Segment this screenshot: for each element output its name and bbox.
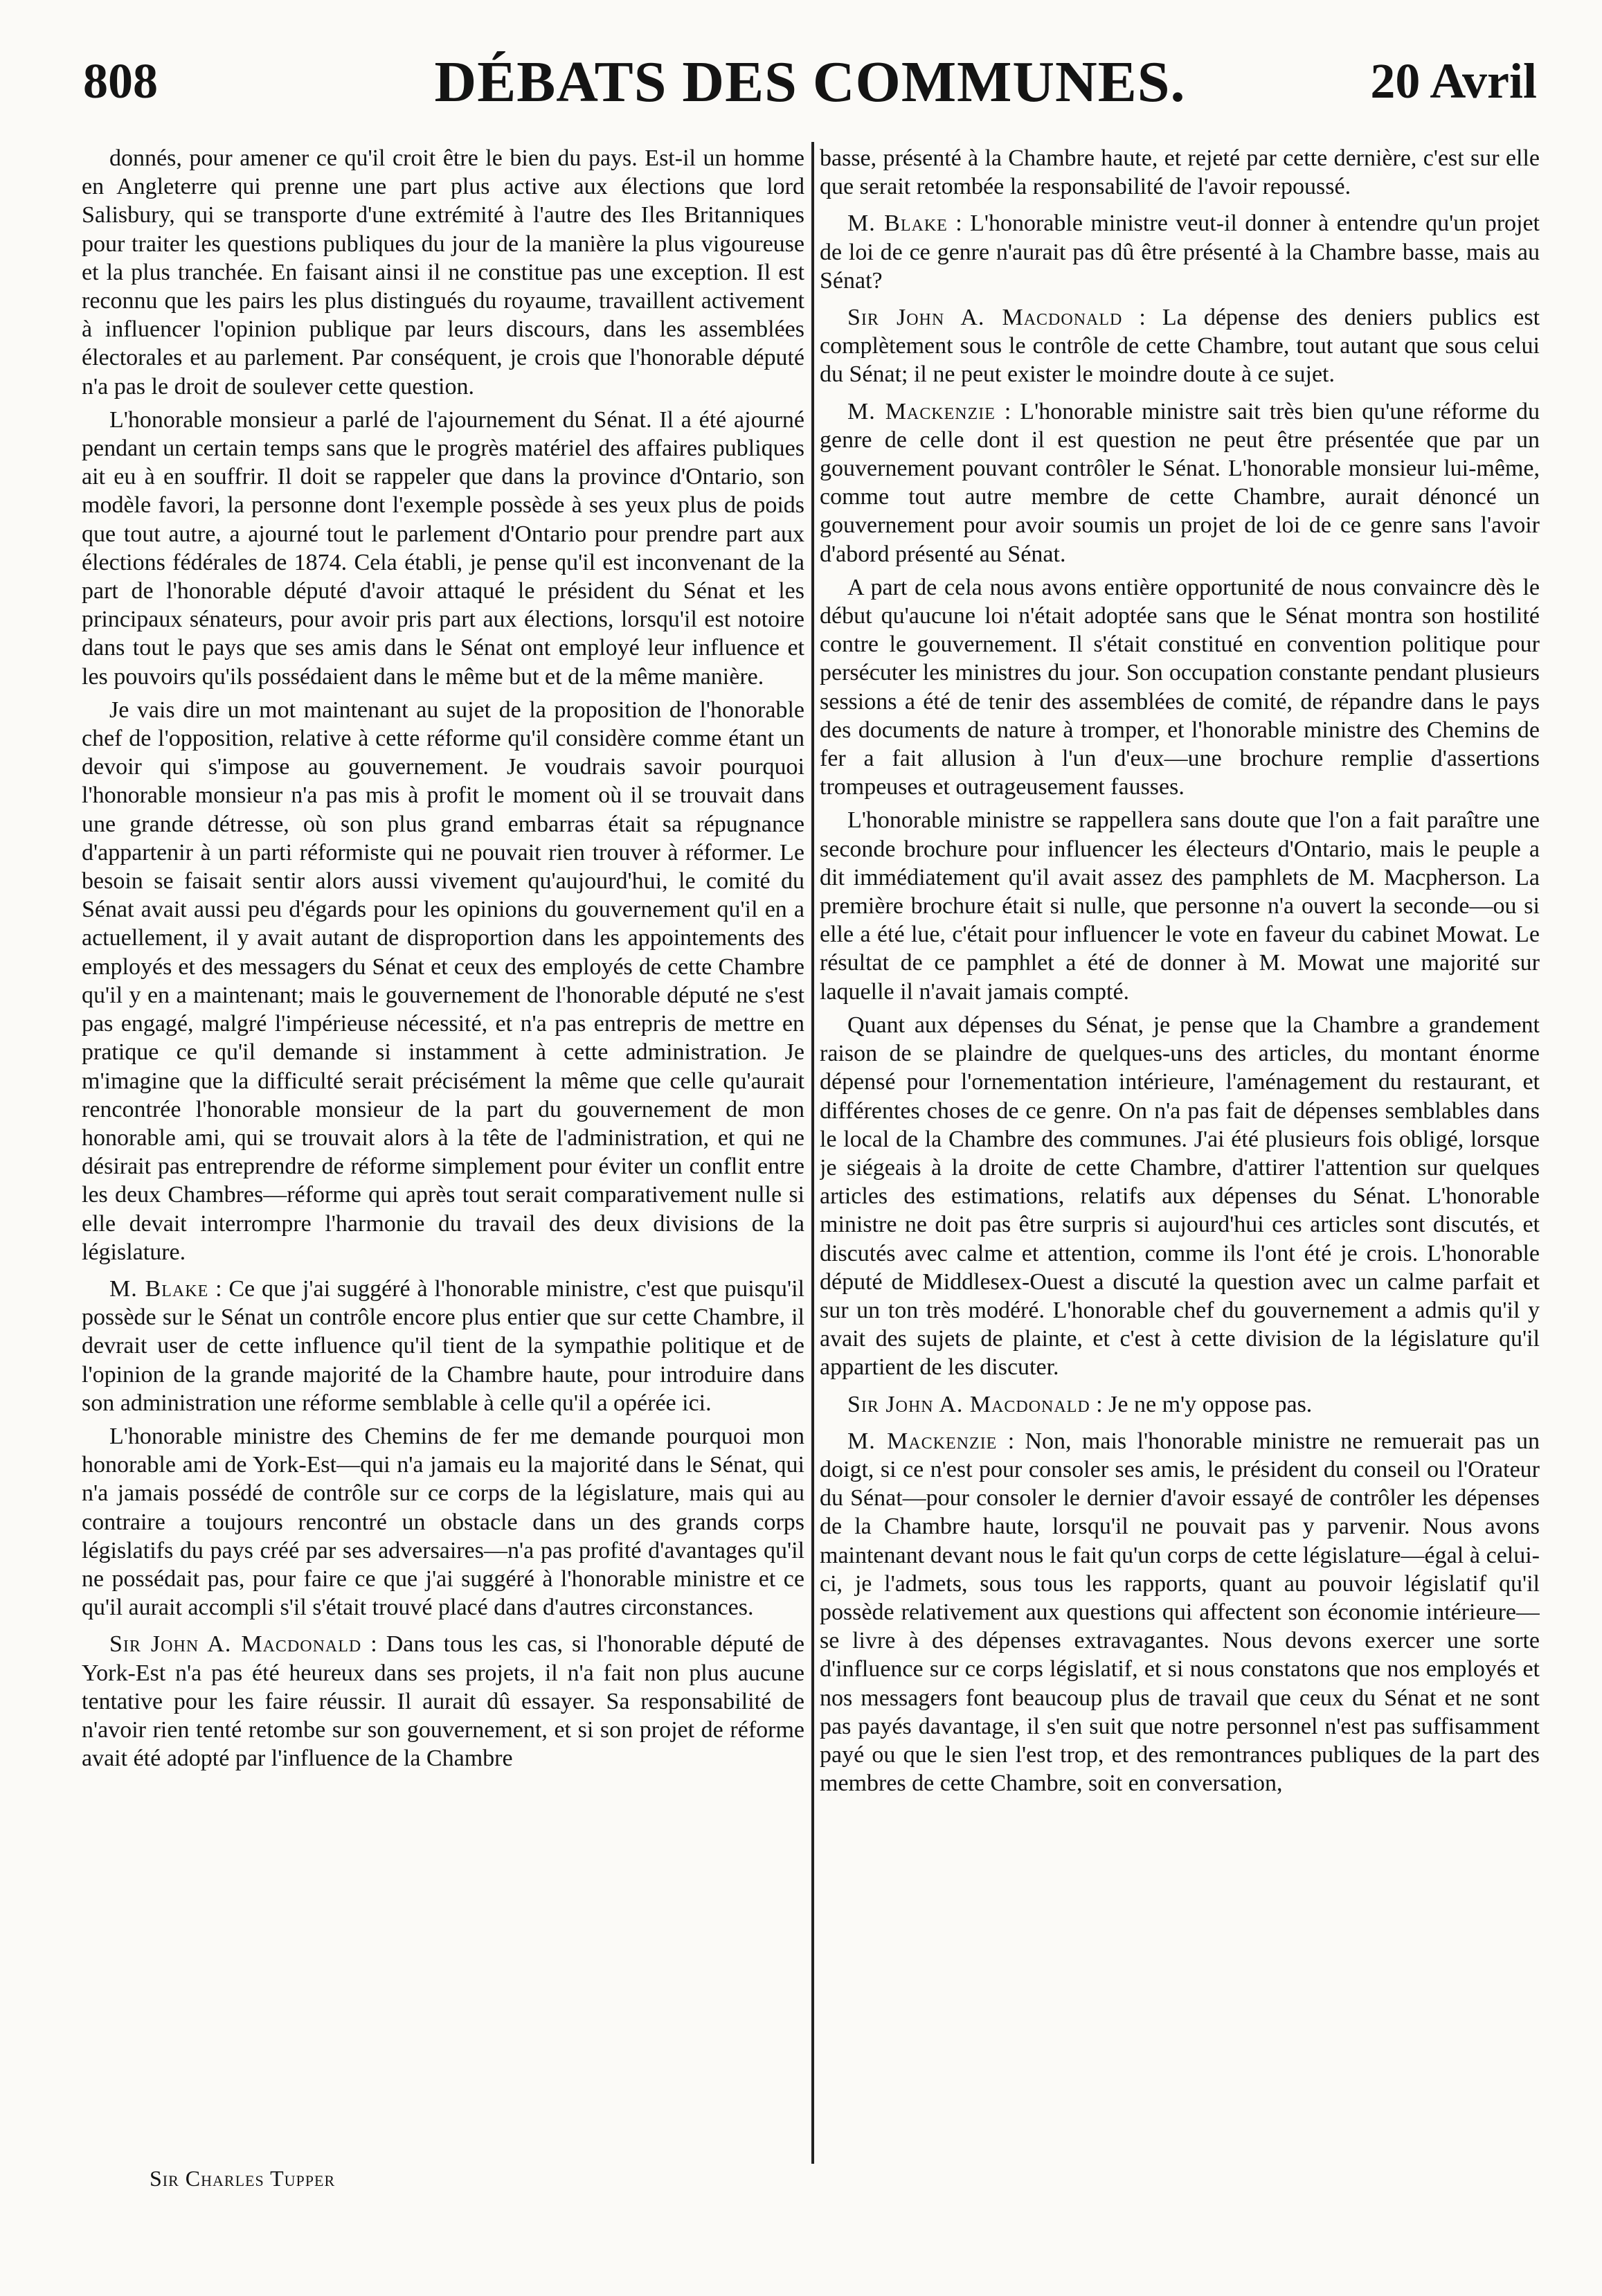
paragraph-text: A part de cela nous avons entière opportunité de nous convaincre dès le début qu'aucune loi n'était adoptée sans que le Sénat montra son hostilité contre le gouvernement. Il s'était constitué en convention politique pour persécuter les ministres du jour. Son occupation constante pendant plusieurs sessions a été de tenir des assemblées de comité, de répandre dans le pays des documents de nature à tromper, et l'honorable ministre des Chemins de fer a fait allusion à l'un d'eux—une brochure remplie d'assertions trompeuses et outrageusement fausses.: [820, 574, 1540, 800]
paragraph-text: : Je ne m'y oppose pas.: [1096, 1391, 1313, 1417]
paragraph-text: : Dans tous les cas, si l'honorable député de York-Est n'a pas été heureux dans ses projets, il n'a fait non plus aucune tentative pour les faire réussir. Il aurait dû essayer. Sa responsabilité de n'avoir rien tenté retombe sur son gouvernement, et si son projet de réforme avait été adopté par l'influence de la Chambre: [82, 1631, 804, 1772]
left-column: [82, 144, 804, 2194]
paragraph: [82, 406, 804, 691]
paragraph-text: L'honorable ministre des Chemins de fer me demande pourquoi mon honorable ami de York-Est—qui n'a jamais eu la majorité dans le Sénat, qui n'a jamais possédé de contrôle sur ce corps de la législature, mais qui au contraire a toujours rencontré un obstacle dans un des grands corps législatifs du pays créé par ses adversaires—n'a pas profité d'avantages qu'il ne possédait pas, pour faire ce que j'ai suggéré à l'honorable ministre et ce qu'il aurait accompli s'il s'était trouvé placé dans d'autres circonstances.: [82, 1423, 804, 1621]
speech-paragraph: [82, 1630, 804, 1773]
speaker-name: M. Mackenzie: [847, 1428, 998, 1454]
speech-paragraph: [820, 303, 1540, 389]
speech-paragraph: [820, 1427, 1540, 1798]
paragraph: [820, 573, 1540, 802]
paragraph-text: basse, présenté à la Chambre haute, et rejeté par cette dernière, c'est sur elle que serait retombée la responsabilité de l'avoir repoussé.: [820, 145, 1540, 200]
paragraph: [82, 144, 804, 401]
paragraph: [820, 144, 1540, 201]
speech-paragraph: [820, 1390, 1540, 1419]
right-column: [820, 144, 1540, 2194]
paragraph-text: : La dépense des deniers publics est complètement sous le contrôle de cette Chambre, tout autant que sous celui du Sénat; il ne peut exister le moindre doute à ce sujet.: [820, 305, 1540, 388]
paragraph-text: Je vais dire un mot maintenant au sujet de la proposition de l'honorable chef de l'opposition, relative à cette réforme qu'il considère comme étant un devoir qui s'impose au gouvernement. Je voudrais savoir pourquoi l'honorable monsieur n'a pas mis à profit le moment où il se trouvait dans une grande détresse, où son plus grand embarras était sa répugnance d'appartenir à un parti réformiste qui ne pouvait rien trouver à réformer. Le besoin se faisait sentir alors aussi vivement qu'aujourd'hui, le comité du Sénat avait aussi peu d'égards pour les opinions du gouvernement qu'il en a actuellement, il y avait autant de disproportion dans les appointements des employés et des messagers du Sénat et ceux des employés de cette Chambre qu'il y en a maintenant; mais le gouvernement de l'honorable député ne s'est pas engagé, malgré l'impérieuse nécessité, et n'a pas entrepris de mettre en pratique ce qu'il demande si instamment à cette administration. Je m'imagine que la difficulté serait précisément la même que celle qu'aurait rencontrée l'honorable monsieur de la part du gouvernement de mon honorable ami, qui se trouvait alors à la tête de l'administration, et qui ne désirait pas entreprendre de réforme simplement pour éviter un conflit entre les deux Chambres—réforme qui après tout serait comparativement nulle si elle devait interrompre l'harmonie du travail des deux divisions de la législature.: [82, 697, 804, 1265]
paragraph-text: : L'honorable ministre veut-il donner à entendre qu'un projet de loi de ce genre n'aurait pas dû être présenté à la Chambre basse, mais au Sénat?: [820, 210, 1540, 294]
paragraph-text: : Ce que j'ai suggéré à l'honorable ministre, c'est que puisqu'il possède sur le Sénat un contrôle encore plus entier que sur cette Chambre, il devrait user de cette influence qu'il tient de la sympathie politique et de l'opinion de la grande majorité de la Chambre haute, pour introduire dans son administration une réforme semblable à celle qu'il a opérée ici.: [82, 1275, 804, 1416]
speaker-name: M. Blake: [847, 210, 948, 237]
speaker-name: M. Mackenzie: [847, 398, 996, 424]
paragraph-text: L'honorable monsieur a parlé de l'ajournement du Sénat. Il a été ajourné pendant un certain temps sans que le progrès matériel des affaires publiques ait eu à en souffrir. Il doit se rappeler que dans la province d'Ontario, son modèle favori, la personne dont l'exemple possède à ses yeux plus de poids que tout autre, a ajourné tout le parlement d'Ontario pour prendre part aux élections fédérales de 1874. Cela établi, je pense qu'il est inconvenant de la part de l'honorable député d'avoir attaqué le président du Sénat et les principaux sénateurs, pour avoir pris part aux élections, lorsqu'il est notoire dans tout le pays que ses amis dans le Sénat ont employé leur influence et les pouvoirs qu'ils possédaient dans le même but et de la même manière.: [82, 406, 804, 690]
speaker-name: Sir John A. Macdonald: [847, 305, 1123, 331]
paragraph-text: : Non, mais l'honorable ministre ne remuerait pas un doigt, si ce n'est pour consoler ses amis, le président du conseil ou l'Orateur du Sénat—pour consoler le dernier d'avoir essayé de contrôler les dépenses de la Chambre haute, lorsqu'il ne pouvait pas y parvenir. Nous avons maintenant devant nous le fait qu'un corps de cette législature—égal à celui-ci, je l'admets, sous tous les rapports, quant au pouvoir législatif qu'il possède relativement aux questions qui affectent son économie intérieure—se livre à des dépenses extravagantes. Nous devons exercer une sorte d'influence sur ce corps législatif, et si nous constatons que nos employés et nos messagers font beaucoup plus de travail que ceux du Sénat et ne sont pas payés davantage, il s'en suit que notre personnel n'est pas suffisamment payé ou que le sien l'est trop, et des remontrances publiques de la part des membres de cette Chambre, soit en conversation,: [820, 1428, 1540, 1797]
speech-paragraph: [820, 397, 1540, 568]
paragraph: [820, 1011, 1540, 1382]
paragraph: [82, 696, 804, 1266]
speech-paragraph: [82, 1275, 804, 1417]
page-number: 808: [83, 53, 158, 109]
paragraph-text: Quant aux dépenses du Sénat, je pense que la Chambre a grandement raison de se plaindre de quelques-uns des articles, du montant énorme dépensé pour l'ornementation intérieure, l'aménagement du restaurant, et différentes choses de ce genre. On n'a pas fait de dépenses semblables dans le local de la Chambre des communes. J'ai été plusieurs fois obligé, lorsque je siégeais à la droite de cette Chambre, d'attirer l'attention sur quelques articles des estimations, relatifs aux dépenses du Sénat. L'honorable ministre ne doit pas être surpris si aujourd'hui ces articles sont discutés, et discutés avec calme et attention, comme ils l'ont été je crois. L'honorable député de Middlesex-Ouest a discuté la question avec un calme parfait et sur un ton très modéré. L'honorable chef du gouvernement a admis qu'il y avait des sujets de plainte, et c'est à cette division de la législature qu'il appartient de les discuter.: [820, 1012, 1540, 1381]
speaker-name: Sir John A. Macdonald: [847, 1391, 1090, 1417]
column-divider: [811, 142, 814, 2164]
paragraph-text: donnés, pour amener ce qu'il croit être le bien du pays. Est-il un homme en Angleterre qui prenne une part plus active aux élections que lord Salisbury, qui se transporte d'une extrémité à l'autre des Iles Britanniques pour traiter les questions publiques du jour de la manière la plus vigoureuse et la plus tranchée. En faisant ainsi il ne constitue pas une exception. Il est reconnu que les pairs les plus distingués du royaume, travaillent activement à influencer l'opinion publique par leurs discours, dans les assemblées électorales et au parlement. Par conséquent, je crois que l'honorable député n'a pas le droit de soulever cette question.: [82, 145, 804, 400]
paragraph: [820, 806, 1540, 1005]
speech-paragraph: [820, 209, 1540, 295]
footer-speaker-note: Sir Charles Tupper: [150, 2166, 336, 2191]
speaker-name: M. Blake: [109, 1275, 209, 1302]
paragraph: [82, 1422, 804, 1622]
header-date: 20 Avril: [1370, 53, 1537, 109]
speaker-name: Sir John A. Macdonald: [109, 1631, 362, 1658]
page-header: [83, 43, 1537, 119]
running-title: DÉBATS DES COMMUNES.: [434, 50, 1186, 114]
paragraph-text: : L'honorable ministre sait très bien qu'une réforme du genre de celle dont il est question ne peut être présentée que par un gouvernement pouvant contrôler le Sénat. L'honorable monsieur lui-même, comme tout autre membre de cette Chambre, aurait dénoncé un gouvernement pour avoir soumis un projet de loi de ce genre sans l'avoir d'abord présenté au Sénat.: [820, 398, 1540, 567]
paragraph-text: L'honorable ministre se rappellera sans doute que l'on a fait paraître une seconde brochure pour influencer les électeurs d'Ontario, mais le peuple a dit immédiatement qu'il avait assez des pamphlets de M. Macpherson. La première brochure était si nulle, que personne n'a ouvert la seconde—ou si elle a été lue, c'était pour influencer le vote en faveur du cabinet Mowat. Le résultat de ce pamphlet a été de donner à M. Mowat une majorité sur laquelle il n'avait jamais compté.: [820, 807, 1540, 1005]
